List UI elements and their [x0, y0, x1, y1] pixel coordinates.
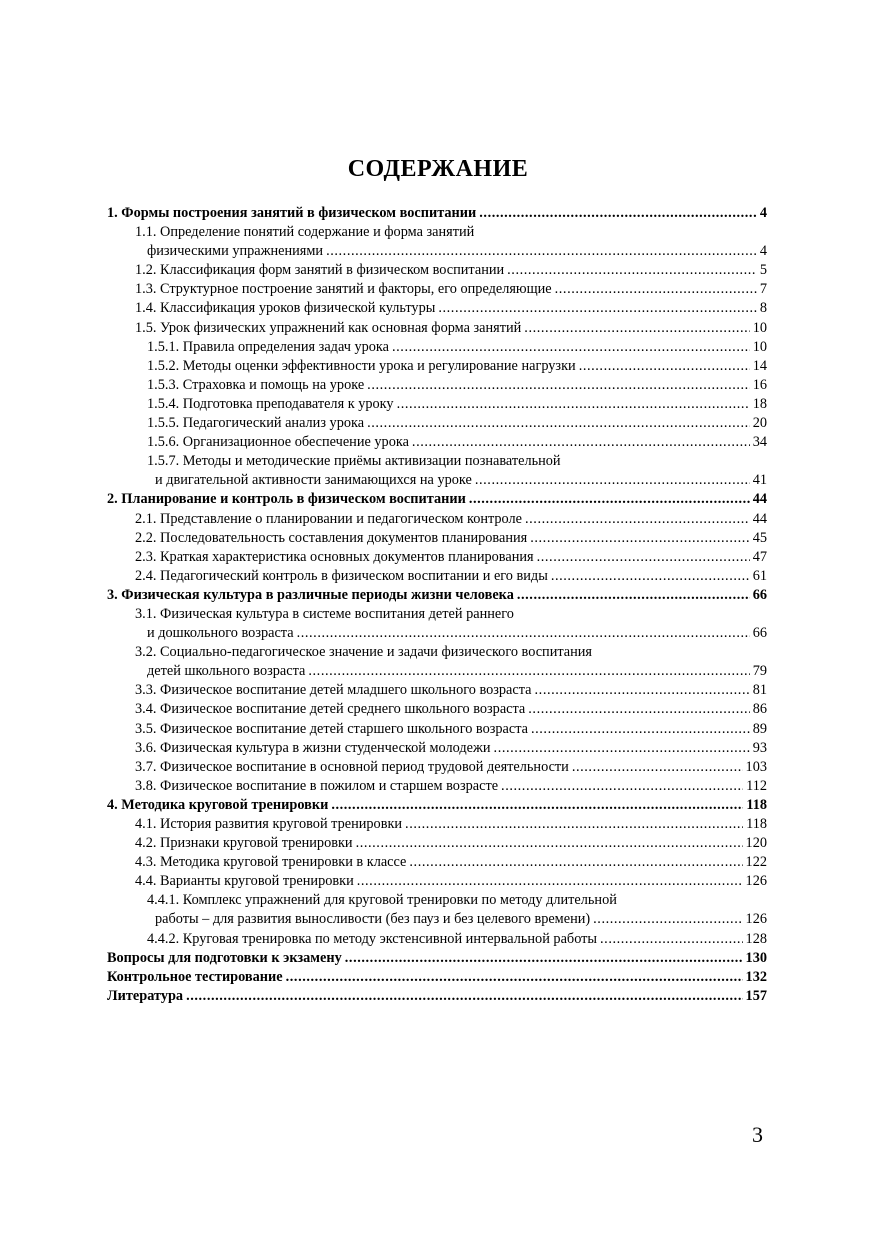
toc-entry-title: 1.5.1. Правила определения задач урока — [147, 338, 389, 355]
toc-subsection — [107, 910, 767, 929]
toc-section — [107, 605, 767, 624]
toc-entry-title: 2.2. Последовательность составления документов планирования — [135, 529, 528, 546]
toc-entry-title: 4.2. Признаки круговой тренировки — [135, 835, 353, 852]
toc-page-number: 79 — [752, 663, 767, 680]
toc-exam-questions — [107, 949, 767, 968]
toc-subsection — [107, 357, 767, 376]
toc-leader — [186, 987, 742, 1006]
toc-leader — [600, 930, 743, 949]
toc-leader — [409, 853, 742, 872]
toc-section — [107, 777, 767, 796]
toc-page-number: 5 — [759, 262, 767, 279]
toc-page-number: 126 — [745, 911, 767, 928]
toc-leader — [537, 548, 750, 567]
toc-leader — [525, 510, 750, 529]
toc-section — [107, 681, 767, 700]
toc-page-number: 4 — [759, 205, 767, 221]
toc-entry-title: 1.1. Определение понятий содержание и форма занятий — [135, 224, 475, 241]
toc-leader — [494, 739, 750, 758]
toc-section — [107, 510, 767, 529]
toc-entry-title: Вопросы для подготовки к экзамену — [107, 949, 342, 966]
toc-page-number: 132 — [745, 968, 767, 985]
toc-entry-title: 3.7. Физическое воспитание в основной период трудовой деятельности — [135, 758, 569, 775]
toc-entry-title: 2.1. Представление о планировании и педагогическом контроле — [135, 510, 522, 527]
toc-entry-title: 2. Планирование и контроль в физическом воспитании — [107, 491, 466, 508]
toc-page-number: 112 — [746, 777, 767, 794]
toc-leader — [551, 567, 750, 586]
toc-leader — [356, 834, 743, 853]
toc-entry-title: и дошкольного возраста — [147, 625, 294, 642]
toc-leader — [469, 490, 750, 509]
toc-entry-title: Контрольное тестирование — [107, 968, 283, 985]
toc-subsection — [107, 471, 767, 490]
toc-leader — [535, 681, 750, 700]
toc-entry-title: 4.1. История развития круговой тренировки — [135, 816, 403, 832]
table-of-contents — [107, 204, 767, 1006]
toc-page-number: 61 — [752, 567, 767, 584]
toc-page-number: 118 — [746, 796, 767, 813]
toc-page-number: 128 — [745, 930, 767, 947]
toc-page-number: 120 — [745, 835, 767, 852]
toc-page-number: 66 — [752, 586, 767, 603]
toc-page-number: 122 — [745, 854, 767, 871]
toc-page-number: 16 — [752, 376, 767, 393]
toc-entry-title: 3.2. Социально-педагогическое значение и задачи физического воспитания — [135, 644, 593, 661]
toc-section — [107, 624, 767, 643]
toc-entry-title: детей школьного возраста — [147, 663, 306, 680]
toc-entry-title: 1.5.3. Страховка и помощь на уроке — [147, 376, 365, 393]
toc-page-number: 10 — [752, 338, 767, 355]
toc-entry-title: работы – для развития выносливости (без пауз и без целевого времени) — [155, 911, 591, 928]
toc-leader — [531, 720, 750, 739]
toc-entry-title: 1.5. Урок физических упражнений как основная форма занятий — [135, 319, 522, 336]
toc-page-number: 89 — [752, 720, 767, 737]
toc-page-number: 18 — [752, 395, 767, 412]
toc-entry-title: 3.1. Физическая культура в системе воспитания детей раннего — [135, 605, 514, 622]
toc-leader — [397, 395, 750, 414]
toc-leader — [530, 529, 749, 548]
toc-section — [107, 567, 767, 586]
toc-entry-title: 4.4.1. Комплекс упражнений для круговой тренировки по методу длительной — [147, 892, 617, 909]
toc-literature — [107, 987, 767, 1006]
toc-entry-title: 1.3. Структурное построение занятий и факторы, его определяющие — [135, 281, 552, 298]
toc-leader — [392, 338, 750, 357]
toc-leader — [367, 376, 750, 395]
toc-section — [107, 872, 767, 891]
toc-leader — [501, 777, 743, 796]
toc-section — [107, 815, 767, 834]
toc-leader — [593, 910, 742, 929]
toc-leader — [479, 204, 757, 223]
toc-leader — [308, 662, 749, 681]
toc-leader — [405, 815, 743, 834]
toc-section — [107, 223, 767, 242]
toc-entry-title: 1.5.4. Подготовка преподавателя к уроку — [147, 395, 394, 412]
toc-subsection — [107, 338, 767, 357]
toc-section — [107, 739, 767, 758]
toc-page-number: 10 — [752, 319, 767, 336]
toc-entry-title: 1.5.6. Организационное обеспечение урока — [147, 434, 409, 451]
toc-entry-title: 2.3. Краткая характеристика основных документов планирования — [135, 548, 534, 565]
toc-entry-title: 1.4. Классификация уроков физической культуры — [135, 300, 436, 317]
toc-section — [107, 758, 767, 777]
toc-entry-title: 1.2. Классификация форм занятий в физическом воспитании — [135, 262, 505, 279]
toc-entry-title: 4.4.2. Круговая тренировка по методу экстенсивной интервальной работы — [147, 930, 598, 947]
toc-control-testing — [107, 968, 767, 987]
toc-section — [107, 319, 767, 338]
toc-section — [107, 700, 767, 719]
toc-subsection — [107, 376, 767, 395]
toc-page-number: 14 — [752, 357, 767, 374]
toc-page-number: 44 — [752, 491, 767, 508]
toc-section — [107, 261, 767, 280]
toc-page-number: 118 — [746, 816, 767, 832]
toc-page-number: 93 — [752, 739, 767, 756]
toc-leader — [367, 414, 750, 433]
toc-leader — [524, 319, 749, 338]
toc-subsection — [107, 891, 767, 910]
toc-page-number: 126 — [745, 873, 767, 890]
toc-leader — [579, 357, 750, 376]
toc-entry-title: 1.5.2. Методы оценки эффективности урока и регулирование нагрузки — [147, 357, 576, 374]
toc-page-number: 45 — [752, 529, 767, 546]
toc-page-number: 41 — [752, 472, 767, 489]
toc-chapter-4 — [107, 796, 767, 815]
toc-subsection — [107, 452, 767, 471]
toc-page-number: 66 — [752, 625, 767, 642]
toc-section — [107, 662, 767, 681]
toc-entry-title: 1.5.5. Педагогический анализ урока — [147, 415, 365, 432]
toc-subsection — [107, 930, 767, 949]
toc-entry-title: 2.4. Педагогический контроль в физическом воспитании и его виды — [135, 567, 548, 584]
toc-leader — [507, 261, 757, 280]
toc-section — [107, 643, 767, 662]
toc-section — [107, 299, 767, 318]
toc-subsection — [107, 433, 767, 452]
toc-section — [107, 548, 767, 567]
toc-page-number: 8 — [759, 300, 767, 317]
toc-leader — [297, 624, 750, 643]
toc-entry-title: 1. Формы построения занятий в физическом воспитании — [107, 205, 477, 221]
toc-leader — [555, 280, 757, 299]
toc-section — [107, 720, 767, 739]
toc-leader — [326, 242, 757, 261]
page-number: 3 — [752, 1122, 763, 1147]
toc-page-number: 7 — [759, 281, 767, 298]
toc-entry-title: 4.3. Методика круговой тренировки в классе — [135, 854, 407, 871]
toc-leader — [357, 872, 743, 891]
toc-leader — [475, 471, 750, 490]
toc-leader — [438, 299, 757, 318]
toc-leader — [412, 433, 750, 452]
toc-entry-title: физическими упражнениями — [147, 243, 324, 260]
toc-page-number: 34 — [752, 434, 767, 451]
toc-page-number: 44 — [752, 510, 767, 527]
toc-page-number: 103 — [745, 758, 767, 775]
toc-page-number: 4 — [759, 243, 767, 260]
toc-page-number: 81 — [752, 682, 767, 699]
toc-entry-title: 1.5.7. Методы и методические приёмы активизации познавательной — [147, 453, 561, 470]
toc-entry-title: 3.6. Физическая культура в жизни студенческой молодежи — [135, 739, 491, 756]
toc-section — [107, 280, 767, 299]
toc-chapter-2 — [107, 490, 767, 509]
page-title: СОДЕРЖАНИЕ — [347, 156, 529, 182]
toc-leader — [528, 700, 749, 719]
toc-entry-title: 3.5. Физическое воспитание детей старшего школьного возраста — [135, 720, 528, 737]
toc-section — [107, 529, 767, 548]
toc-entry-title: 3. Физическая культура в различные периоды жизни человека — [107, 586, 514, 603]
toc-page-number: 20 — [752, 415, 767, 432]
toc-chapter-1 — [107, 204, 767, 223]
toc-page-number: 130 — [745, 949, 767, 966]
toc-page-number: 86 — [752, 701, 767, 718]
toc-entry-title: и двигательной активности занимающихся на уроке — [155, 472, 472, 489]
toc-entry-title: 3.3. Физическое воспитание детей младшего школьного возраста — [135, 682, 532, 699]
toc-page-number: 47 — [752, 548, 767, 565]
toc-entry-title: 4. Методика круговой тренировки — [107, 796, 329, 813]
toc-leader — [572, 758, 743, 777]
toc-section — [107, 853, 767, 872]
toc-entry-title: 3.8. Физическое воспитание в пожилом и старшем возрасте — [135, 777, 499, 794]
toc-entry-title: 3.4. Физическое воспитание детей среднего школьного возраста — [135, 701, 526, 718]
toc-section — [107, 242, 767, 261]
toc-leader — [517, 586, 750, 605]
toc-entry-title: Литература — [107, 987, 184, 1004]
toc-entry-title: 4.4. Варианты круговой тренировки — [135, 873, 354, 890]
toc-leader — [286, 968, 743, 987]
toc-leader — [345, 949, 743, 968]
toc-subsection — [107, 414, 767, 433]
toc-page-number: 157 — [745, 987, 767, 1004]
toc-section — [107, 834, 767, 853]
toc-chapter-3 — [107, 586, 767, 605]
toc-subsection — [107, 395, 767, 414]
toc-leader — [331, 796, 743, 815]
